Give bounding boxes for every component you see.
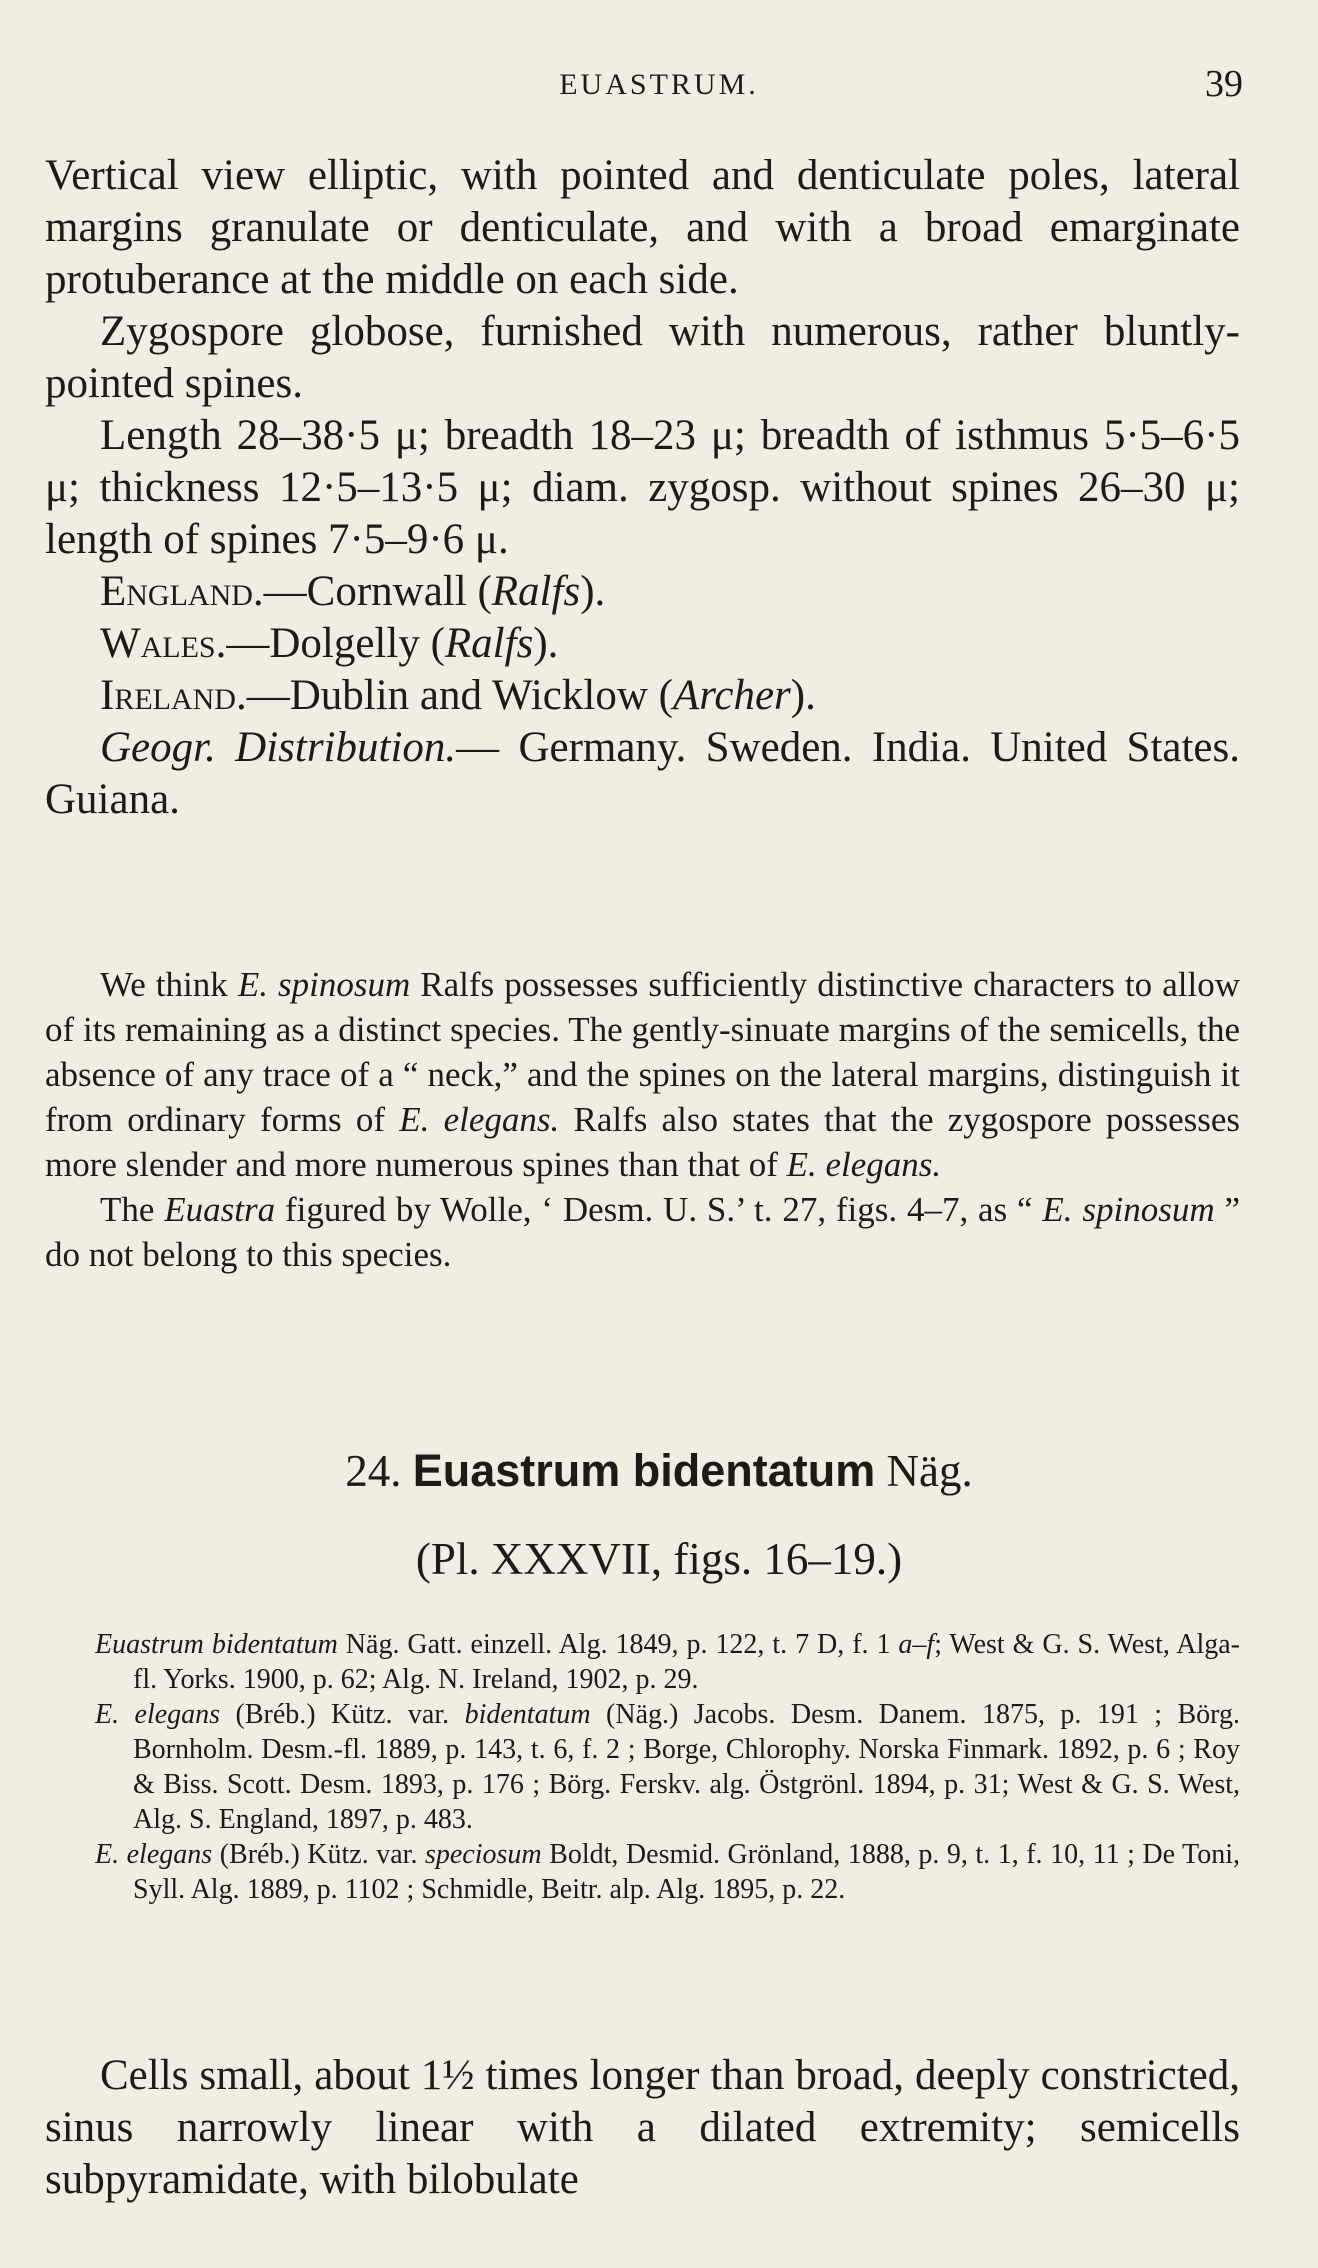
cells-paragraph: Cells small, about 1½ times longer than broad, deeply constricted, sinus narrowly linear with a dilated extremity; semicells subpyramidate, with bilobulate [45, 2052, 1240, 2203]
measurements-paragraph: Length 28–38·5 μ; breadth 18–23 μ; breadth of isthmus 5·5–6·5 μ; thickness 12·5–13·5 μ; diam. zygosp. without spines 26–30 μ; length of spines 7·5–9·6 μ. [45, 412, 1240, 563]
locality-ireland: Ireland.—Dublin and Wicklow (Archer). [100, 672, 816, 719]
cells-description [45, 2050, 1240, 2206]
page-header [0, 62, 1318, 112]
running-title: EUASTRUM. [559, 68, 759, 101]
synonym-entry: Euastrum bidentatum Näg. Gatt. einzell. Alg. 1849, p. 122, t. 7 D, f. 1 a–f; West & G. S. West, Alga-fl. Yorks. 1900, p. 62; Alg. N. Ireland, 1902, p. 29. [95, 1629, 1241, 1695]
remarks-block [45, 962, 1240, 1277]
synonymy-block [95, 1627, 1240, 1907]
page-number: 39 [1205, 63, 1243, 105]
locality-england: England.—Cornwall (Ralfs). [100, 568, 606, 615]
synonym-entry: E. elegans (Bréb.) Kütz. var. bidentatum (Näg.) Jacobs. Desm. Danem. 1875, p. 191 ; Börg. Bornholm. Desm.-fl. 1889, p. 143, t. 6, f. 2 ; Borge, Chlorophy. Norska Finmark. 1892, p. 6 ; Roy & Biss. Scott. Desm. 1893, p. 176 ; Börg. Ferskv. alg. Östgrönl. 1894, p. 31; West & G. S. West, Alg. S. England, 1897, p. 483. [95, 1699, 1240, 1835]
description-block [45, 150, 1240, 826]
remarks-paragraph-1: We think E. spinosum Ralfs possesses sufficiently distinctive characters to allow of its remaining as a distinct species. The gently-sinuate margins of the semicells, the absence of any trace of a “ neck,” and the spines on the lateral margins, distinguish it from ordinary forms of E. elegans. Ralfs also states that the zygospore possesses more slender and more numerous spines than that of E. elegans. [45, 965, 1241, 1184]
plate-reference: (Pl. XXXVII, figs. 16–19.) [415, 1534, 903, 1584]
vertical-view-paragraph: Vertical view elliptic, with pointed and denticulate poles, lateral margins granulate or denticulate, and with a broad emarginate protuberance at the middle on each side. [45, 152, 1240, 303]
synonym-entry: E. elegans (Bréb.) Kütz. var. speciosum Boldt, Desmid. Grönland, 1888, p. 9, t. 1, f. 10, 11 ; De Toni, Syll. Alg. 1889, p. 1102 ; Schmidle, Beitr. alp. Alg. 1895, p. 22. [95, 1839, 1240, 1905]
locality-wales: Wales.—Dolgelly (Ralfs). [100, 620, 559, 667]
zygospore-paragraph: Zygospore globose, furnished with numerous, rather bluntly-pointed spines. [45, 308, 1240, 407]
species-heading: 24. Euastrum bidentatum Näg. [345, 1445, 973, 1496]
remarks-paragraph-2: The Euastra figured by Wolle, ‘ Desm. U. S.’ t. 27, figs. 4–7, as “ E. spinosum ” do not belong to this species. [45, 1190, 1240, 1274]
geographic-distribution: Geogr. Distribution.— Germany. Sweden. India. United States. Guiana. [45, 724, 1240, 823]
